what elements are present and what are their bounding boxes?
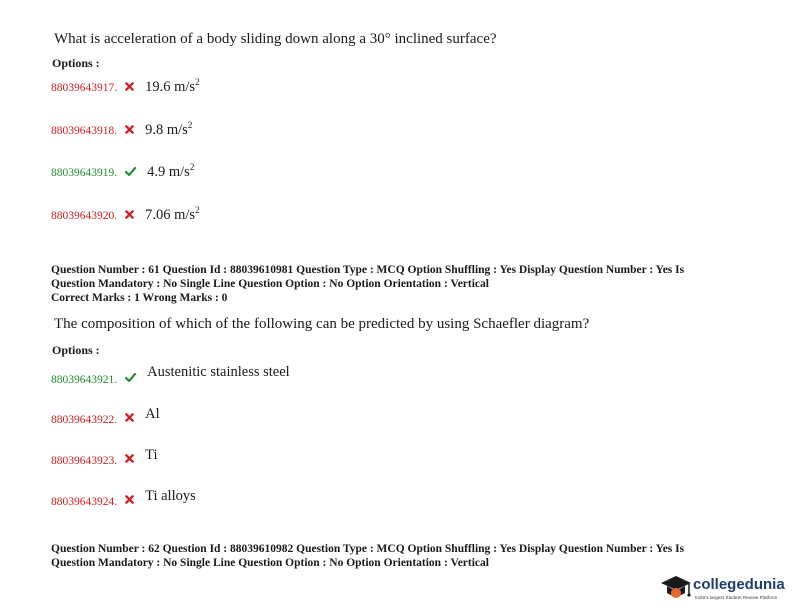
option-id: 88039643924.: [51, 496, 118, 508]
option-id: 88039643921.: [51, 374, 118, 386]
question-text: The composition of which of the following can be predicted by using Schaefler diagram?: [54, 316, 590, 332]
option-text: Ti alloys: [145, 488, 196, 504]
check-icon: [125, 163, 136, 181]
cross-icon: [125, 409, 134, 427]
option-id: 88039643917.: [51, 81, 118, 94]
marks-line: Correct Marks : 1 Wrong Marks : 0: [51, 292, 228, 304]
option-id: 88039643922.: [51, 414, 118, 426]
option-text: 9.8 $m/s^2$: [145, 120, 193, 138]
check-icon: [125, 369, 136, 387]
option-text: 7.06 $m/s^2$: [145, 205, 200, 223]
option-text: Al: [145, 406, 160, 422]
question-meta-line: Question Number : 61 Question Id : 88039610981 Question Type : MCQ Option Shuffling : Yes Display Question Number : Yes Is: [51, 264, 685, 276]
option-row: [51, 77, 200, 97]
option-id: 88039643920.: [51, 209, 118, 222]
option-id: 88039643919.: [51, 166, 118, 179]
option-text: Ti: [145, 447, 158, 463]
cross-icon: [125, 450, 134, 468]
option-row: [51, 205, 200, 225]
option-row: [51, 487, 196, 507]
question-meta-line: Question Number : 62 Question Id : 88039610982 Question Type : MCQ Option Shuffling : Yes Display Question Number : Yes Is: [51, 543, 685, 555]
option-row: [51, 162, 194, 182]
option-row: [51, 363, 290, 386]
option-row: [51, 120, 192, 140]
option-id: 88039643918.: [51, 124, 118, 137]
cross-icon: [125, 121, 134, 139]
graduation-cap-icon: [660, 574, 692, 609]
question-meta-line: Question Mandatory : No Single Line Question Option : No Option Orientation : Vertical: [51, 557, 489, 569]
option-text: 19.6 $m/s^2$: [145, 77, 200, 95]
logo-name: collegedunia: [693, 576, 785, 593]
option-row: [51, 446, 158, 466]
option-text: 4.9 $m/s^2$: [147, 162, 195, 180]
collegedunia-logo: [660, 572, 788, 608]
cross-icon: [125, 491, 134, 509]
logo-tagline: India's largest Student Review Platform: [695, 595, 778, 600]
question-meta-line: Question Mandatory : No Single Line Question Option : No Option Orientation : Vertical: [51, 278, 489, 290]
options-label: Options :: [52, 343, 100, 357]
cross-icon: [125, 78, 134, 96]
option-text: Austenitic stainless steel: [147, 364, 290, 380]
cross-icon: [125, 206, 134, 224]
option-id: 88039643923.: [51, 455, 118, 467]
question-meta: [51, 263, 684, 305]
question-meta: [51, 542, 684, 570]
option-row: [51, 405, 160, 425]
options-label: Options :: [52, 56, 100, 70]
question-text: What is acceleration of a body sliding down along a 30° inclined surface?: [54, 31, 497, 47]
